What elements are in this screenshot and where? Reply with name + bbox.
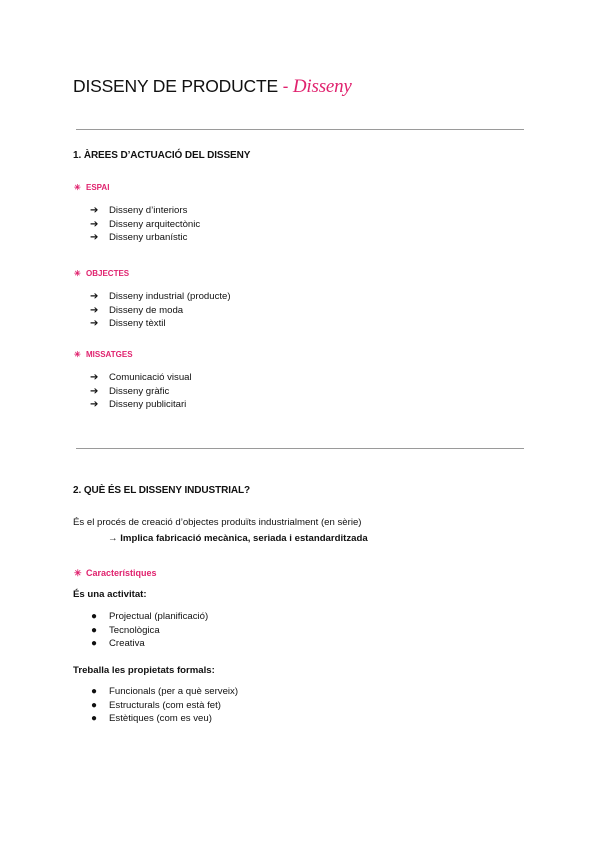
section2-heading: 2. QUÈ ÉS EL DISSENY INDUSTRIAL? <box>73 485 251 496</box>
title-main: DISSENY DE PRODUCTE <box>73 76 278 96</box>
list-item: ➔ Disseny d’interiors <box>90 205 188 216</box>
implication-text: → Implica fabricació mecànica, seriada i estandarditzada <box>108 533 368 544</box>
right-arrow-icon: ➔ <box>90 372 99 383</box>
category-label: MISSATGES <box>86 350 133 359</box>
right-arrow-icon: ➔ <box>90 218 99 230</box>
list-item: ● Estructurals (com està fet) <box>91 699 221 711</box>
category-missatges <box>74 350 133 359</box>
right-arrow-icon: ➔ <box>90 304 99 316</box>
list-item: ➔ Disseny gràfic <box>90 385 170 397</box>
bullet-dot-icon: ● <box>91 699 98 711</box>
bullet-dot-icon: ● <box>91 611 98 622</box>
characteristics-heading <box>74 568 157 579</box>
bullet-dot-icon: ● <box>91 624 98 636</box>
list-item: ➔ Disseny de moda <box>90 304 184 316</box>
espai-list <box>90 204 200 245</box>
definition-text: És el procés de creació d’objectes produïts industrialment (en sèrie) <box>73 517 362 528</box>
list-item: ➔ Disseny arquitectònic <box>90 218 201 230</box>
right-arrow-icon: ➔ <box>90 385 99 397</box>
asterisk-icon: ✳ <box>74 568 82 578</box>
right-arrow-icon: ➔ <box>90 291 99 302</box>
list-item: ● Funcionals (per a què serveix) <box>91 686 239 697</box>
divider-top <box>76 129 524 130</box>
page-title <box>73 76 352 98</box>
list-item: ➔ Disseny industrial (producte) <box>90 291 231 302</box>
right-arrow-icon: ➔ <box>90 399 99 411</box>
asterisk-icon: ✳ <box>74 350 81 359</box>
list-item: ➔ Disseny tèxtil <box>90 318 166 330</box>
properties-label: Treballa les propietats formals: <box>73 665 215 676</box>
bullet-dot-icon: ● <box>91 713 98 725</box>
list-item: ➔ Comunicació visual <box>90 372 192 383</box>
missatges-list <box>90 371 192 412</box>
category-label: ESPAI <box>86 183 110 192</box>
list-item: ➔ Disseny publicitari <box>90 399 187 411</box>
category-objectes <box>74 269 129 278</box>
list-item: ● Estètiques (com es veu) <box>91 713 212 725</box>
category-label: OBJECTES <box>86 269 130 278</box>
category-espai <box>74 183 109 192</box>
title-accent: Disseny <box>292 76 352 97</box>
list-item: ➔ Disseny urbanístic <box>90 232 188 244</box>
list-item: ● Creativa <box>91 638 145 650</box>
bullet-dot-icon: ● <box>91 638 98 650</box>
right-arrow-icon: ➔ <box>90 232 99 244</box>
right-arrow-icon: ➔ <box>90 205 99 216</box>
list-item: ● Projectual (planificació) <box>91 611 209 622</box>
section1-heading: 1. ÀREES D’ACTUACIÓ DEL DISSENY <box>73 150 251 161</box>
asterisk-icon: ✳ <box>74 183 81 192</box>
asterisk-icon: ✳ <box>74 269 81 278</box>
objectes-list <box>90 290 231 331</box>
title-separator: - <box>277 76 293 96</box>
list-item: ● Tecnològica <box>91 624 160 636</box>
divider-middle <box>76 448 524 449</box>
right-arrow-icon: ➔ <box>90 318 99 330</box>
activity-list <box>90 610 208 651</box>
bullet-dot-icon: ● <box>91 686 98 697</box>
activity-label: És una activitat: <box>73 589 147 600</box>
properties-list <box>90 685 238 726</box>
characteristics-label: Característiques <box>86 568 157 578</box>
